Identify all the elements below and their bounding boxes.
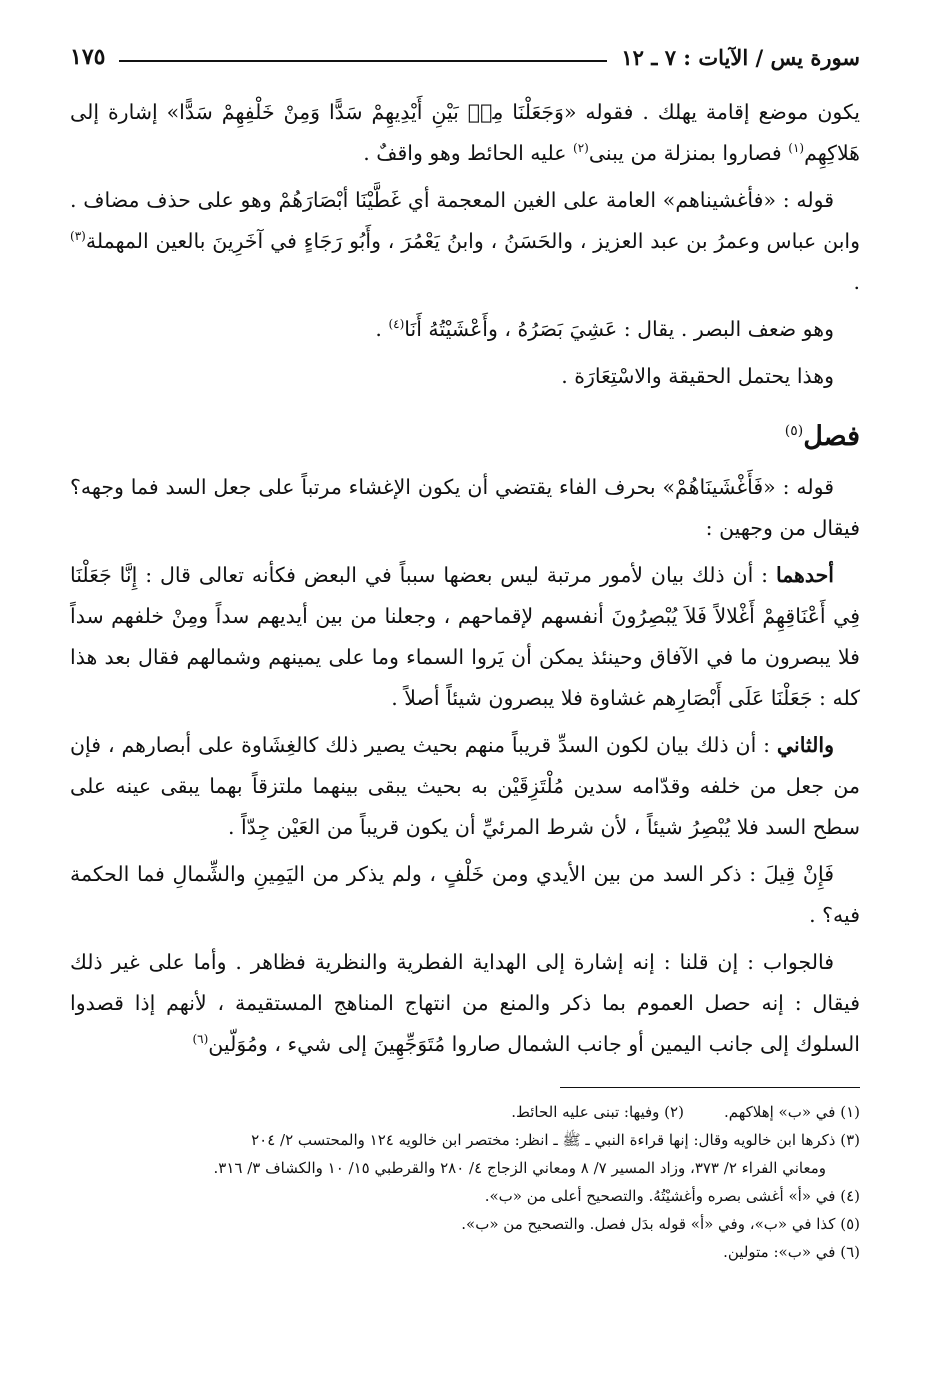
paragraph-8: فَإِنْ قِيلَ : ذكر السد من بين الأيدي ومن خَلْفٍ ، ولم يذكر من اليَمِينِ والشِّمالِ فما الحكمة فيه؟ . [70, 862, 860, 927]
paragraph-2: قوله : «فأغشيناهم» العامة على الغين المعجمة أي غَطَّيْنَا أبْصَارَهُمْ وهو على حذف مضاف . وابن عباس وعمرُ بن عبد العزيز ، والحَسَنُ ، وابنُ يَعْمُرَ ، وأَبُو رَجَاءٍ في آخَرِينَ بالعين المهملة$^{(٣)}$ . [70, 188, 860, 294]
paragraph-1: يكون موضع إقامة يهلك . فقوله «وَجَعَلْنَا مِنۢ بَيْنِ أَيْدِيهِمْ سَدًّا وَمِنْ خَلْفِهِمْ سَدًّا» إشارة إلى هَلاكِهِم$^{(١)}$ فصاروا بمنزلة من يبنى$^{(٢)}$ عليه الحائط وهو واقفٌ . [70, 100, 860, 165]
footnote-ref-2: (٢) [573, 141, 589, 156]
header-rule [119, 60, 607, 62]
first-reason-label: أحدهما [775, 563, 834, 587]
page-number: ١٧٥ [70, 44, 106, 70]
footnote-6: (٦) في «ب»: متولين. [723, 1243, 860, 1261]
book-page [70, 30, 860, 1350]
second-reason-label: والثاني [776, 733, 834, 757]
section-heading: فصل$^{(٥)}$ [784, 421, 860, 452]
footnote-ref-5: (٥) [784, 423, 804, 439]
footnote-2: (٢) وفيها: تبنى عليه الحائط. [511, 1103, 684, 1121]
footnote-5: (٥) كذا في «ب»، وفي «أ» قوله بدَل فصل. والتصحيح من «ب». [461, 1215, 860, 1233]
header-title: سورة يس / الآيات : ٧ ـ ١٢ [621, 45, 860, 70]
paragraph-6: أحدهما : أن ذلك بيان لأمور مرتبة ليس بعضها سبباً في البعض فكأنه تعالى قال : إِنَّا جَعَلْنَا فِي أَعْنَاقِهِمْ أَغْلالاً فَلاَ يُبْصِرُونَ أنفسهم لإقماحهم ، وجعلنا من بين أيديهم سداً ومِنْ خلفهم سداً فلا يبصرون ما في الآفاق وحينئذ يمكن أن يَروا السماء وما على يمينهم وشمالهم فقال بعد هذا كله : جَعَلْنَا عَلَى أَبْصَارِهم غشاوة فلا يبصرون شيئاً أصلاً . [70, 563, 860, 710]
paragraph-5: قوله : «فَأَغْشَينَاهُمْ» بحرف الفاء يقتضي أن يكون الإغشاء مرتباً على جعل السد فما وجهه؟ فيقال من وجهين : [70, 475, 860, 540]
paragraph-4: وهذا يحتمل الحقيقة والاسْتِعَارَة . [561, 364, 834, 388]
footnote-3-continued: ومعاني الفراء ٢/ ٣٧٣، وزاد المسير ٧/ ٨ ومعاني الزجاج ٤/ ٢٨٠ والقرطبي ١٥/ ١٠ والكشاف ٣/ ٣١٦. [213, 1159, 826, 1177]
footnotes [70, 1098, 860, 1266]
paragraph-9: فالجواب : إن قلنا : إنه إشارة إلى الهداية الفطرية والنظرية فظاهر . وأما على غير ذلك فيقال : إنه حصل العموم بما ذكر والمنع من انتهاج المناهج المستقيمة ، لأنهم إذا قصدوا السلوك إلى جانب اليمين أو جانب الشمال صاروا مُتَوَجِّهِينَ إلى شيء ، ومُوَلّين$^{(٦)}$ [70, 950, 860, 1056]
footnote-4: (٤) في «أ» أغشى بصره وأغشيْتُهُ. والتصحيح أعلى من «ب». [484, 1187, 860, 1205]
paragraph-3: وهو ضعف البصر . يقال : عَشِيَ بَصَرُهُ ، وأَعْشَيْتُهُ أَنَا$^{(٤)}$ . [375, 317, 834, 341]
footnote-ref-6: (٦) [192, 1032, 209, 1047]
footnote-ref-3: (٣) [70, 229, 86, 244]
footnote-1: (١) في «ب» إهلاكهم. [723, 1103, 860, 1121]
footnote-separator [560, 1087, 860, 1088]
paragraph-7: والثاني : أن ذلك بيان لكون السدِّ قريباً منهم بحيث يصير ذلك كالغِشَاوة على أبصارهم ، فإن من جعل من خلفه وقدّامه سدين مُلْتَزِقَيْن به بحيث يبقى بينهما ملتزقاً بهما يبقى عينه على سطح السد فلا يُبْصِرُ شيئاً ، لأن شرط المرئيِّ أن يكون قريباً من العَيْن جِدّاً . [70, 733, 860, 839]
running-header [70, 30, 860, 70]
footnote-3: (٣) ذكرها ابن خالويه وقال: إنها قراءة النبي ـ ﷺ ـ انظر: مختصر ابن خالويه ١٢٤ والمحتسب ٢/ ٢٠٤ [251, 1131, 860, 1149]
main-text [70, 92, 860, 1065]
footnote-ref-4: (٤) [388, 317, 405, 332]
footnote-ref-1: (١) [788, 141, 805, 156]
